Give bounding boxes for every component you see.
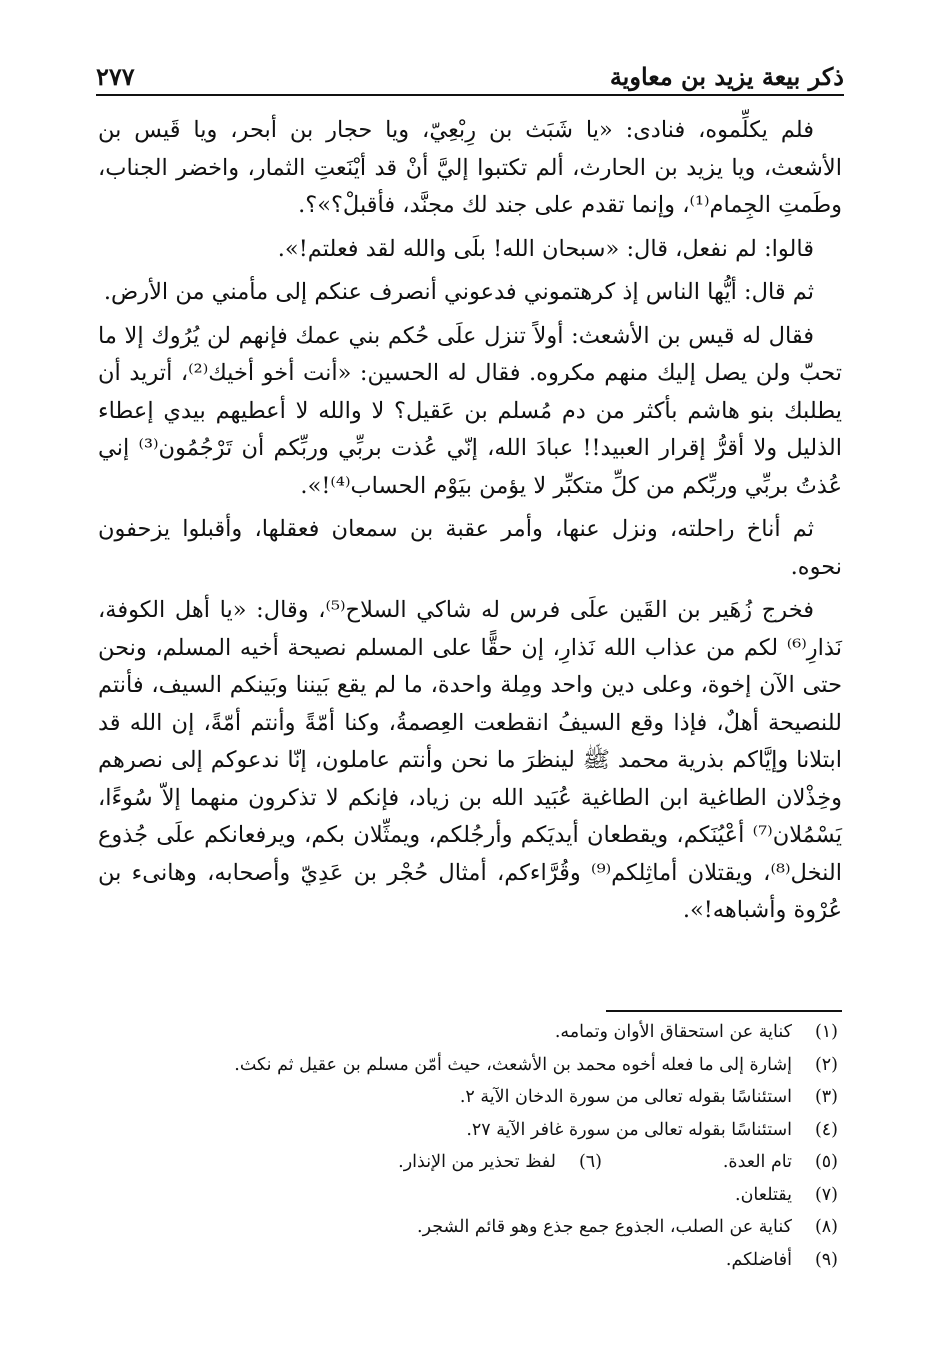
footnote-number: (٦) bbox=[578, 1152, 602, 1172]
footnote-text: استئناسًا بقوله تعالى من سورة الدخان الآية ٢. bbox=[459, 1087, 792, 1107]
running-title: ذكر بيعة يزيد بن معاوية bbox=[609, 62, 844, 91]
footnote-number: (٩) bbox=[814, 1249, 838, 1270]
paragraph: ثم قال: أيُّها الناس إذ كرهتموني فدعوني أنصرف عنكم إلى مأمني من الأرض. bbox=[103, 279, 814, 305]
footnote bbox=[98, 1081, 838, 1114]
footnote bbox=[98, 1244, 838, 1277]
footnote-text: استئناسًا بقوله تعالى من سورة غافر الآية ٢٧. bbox=[466, 1119, 792, 1140]
page-header bbox=[96, 54, 844, 96]
body-text bbox=[98, 112, 842, 936]
footnote-pair bbox=[98, 1146, 838, 1179]
paragraph: فقال له قيس بن الأشعث: أولاً تنزل علَى حُكم بني عمك فإنهم لن يُرُوك إلا ما تحبّ ولن يصل إليك منهم مكروه. فقال له الحسين: «أنت أخو أخيك⁽²⁾، أتريد أن يطلبك بنو هاشم بأكثر من دم مُسلم بن عَقيل؟ لا والله لا أعطيهم بيدي إعطاء الذليل ولا أقرُّ إقرار العبيد!! عبادَ الله، إنّي عُذت بربِّي وربِّكم أن تَرْجُمُون⁽³⁾ إني عُذتُ بربِّي وربِّكم من كلِّ متكبِّر لا يؤمن بيَوْم الحساب⁽⁴⁾!». bbox=[98, 322, 842, 499]
footnote-text: أفاضلكم. bbox=[725, 1249, 792, 1270]
footnote-text: لفظ تحذير من الإنذار. bbox=[398, 1152, 556, 1172]
footnote-text: كناية عن استحقاق الأوان وتمامه. bbox=[554, 1022, 792, 1042]
footnotes bbox=[98, 1016, 838, 1276]
footnote-text: يقتلعان. bbox=[735, 1184, 792, 1205]
footnote-number: (٥) bbox=[814, 1152, 838, 1172]
footnote bbox=[98, 1211, 838, 1244]
footnote bbox=[98, 1049, 838, 1082]
footnote-number: (١) bbox=[814, 1022, 838, 1042]
footnote-text: إشارة إلى ما فعله أخوه محمد بن الأشعث، حيث أمّن مسلم بن عقيل ثم نكث. bbox=[234, 1054, 792, 1075]
footnote-separator bbox=[606, 1010, 842, 1012]
footnote-number: (٤) bbox=[814, 1119, 838, 1140]
footnote-number: (٢) bbox=[814, 1054, 838, 1075]
footnote bbox=[98, 1016, 838, 1049]
footnote-text: كناية عن الصلب، الجذوع جمع جذع وهو قائم الشجر. bbox=[417, 1217, 792, 1237]
footnote-number: (٧) bbox=[814, 1184, 838, 1205]
page-number: ٢٧٧ bbox=[96, 62, 135, 91]
paragraph: ثم أناخ راحلته، ونزل عنها، وأمر عقبة بن سمعان فعقلها، وأقبلوا يزحفون نحوه. bbox=[98, 516, 842, 580]
footnote-number: (٣) bbox=[814, 1087, 838, 1107]
paragraph: فلم يكلِّموه، فنادى: «يا شَبَث بن رِبْعِيّ، ويا حجار بن أبحر، ويا قَيس بن الأشعث، ويا يزيد بن الحارث، ألم تكتبوا إليَّ أنْ قد أيْنَعتِ الثمار، واخضر الجناب، وطَمتِ الجِمام⁽¹⁾، وإنما تقدم على جند لك مجنَّد، فأقبلْ؟»؟. bbox=[98, 117, 842, 218]
footnote bbox=[98, 1179, 838, 1212]
footnote-number: (٨) bbox=[814, 1217, 838, 1237]
paragraph: قالوا: لم نفعل، قال: «سبحان الله! بلَى والله لقد فعلتم!». bbox=[277, 235, 814, 262]
footnote bbox=[98, 1114, 838, 1147]
paragraph: فخرج زُهَير بن القَين علَى فرس له شاكي السلاح⁽⁵⁾، وقال: «يا أهل الكوفة، نَذارِ⁽⁶⁾ لكم من عذاب الله نَذارِ، إن حقًّا على المسلم نصيحة أخيه المسلم، ونحن حتى الآن إخوة، وعلى دين واحد ومِلة واحدة، ما لم يقع بَيننا وبَينكم السيف، فأنتم للنصيحة أهلٌ، فإذا وقع السيفُ انقطعت العِصمةُ، وكنا أمّةً وأنتم أمّةً، إن الله قد ابتلانا وإيَّاكم بذرية محمد ﷺ لينظرَ ما نحن وأنتم عاملون، إنّا ندعوكم إلى نصرهم وخِذْلان الطاغية ابن الطاغية عُبَيد الله بن زياد، فإنكم لا تذكرون منهما إلاّ سُوءًا، يَسْمُلان⁽⁷⁾ أعْيُنَكم، ويقطعان أيديَكم وأرجُلكم، ويمثِّلان بكم، ويرفعانكم علَى جُذوع النخل⁽⁸⁾، ويقتلان أماثِلكم⁽⁹⁾ وقُرَّاءكم، أمثال حُجْر بن عَدِيّ وأصحابه، وهانىء بن عُرْوة وأشباهه!». bbox=[98, 597, 842, 923]
footnote-text: تام العدة. bbox=[722, 1152, 792, 1172]
